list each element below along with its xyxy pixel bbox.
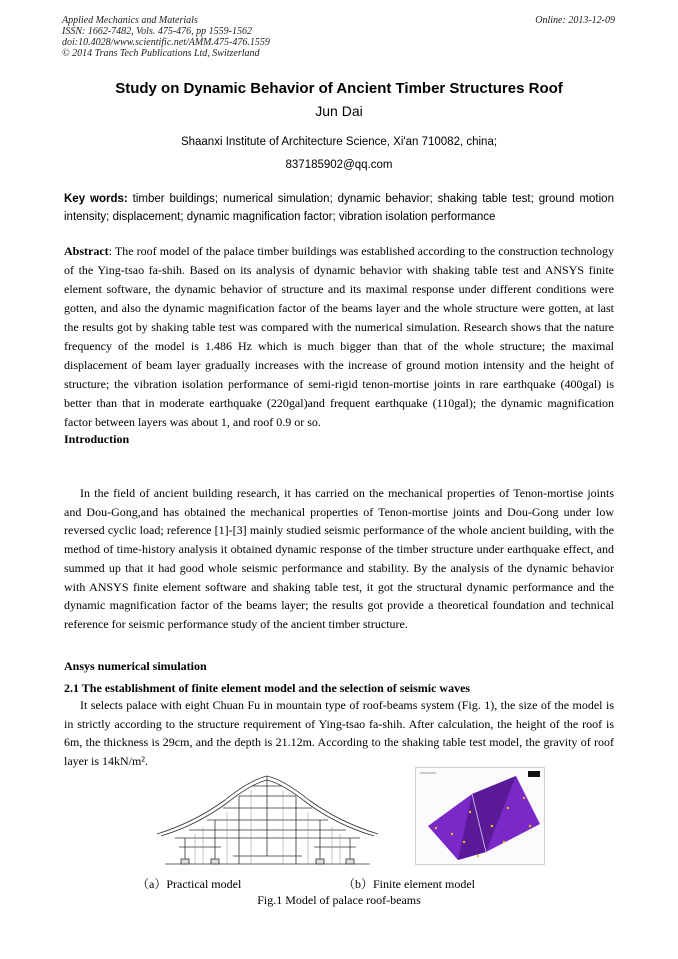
introduction-paragraph: In the field of ancient building research, it has carried on the mechanical properties of Tenon-mortise joints and Dou-Gong,and has obtained the mechanical properties of Tenon-mortise joints and Dou-Gong under low reversed cyclic load; reference [1]-[3] mainly studied seismic performance of the whole ancient building, with the method of time-history analysis it obtained dynamic response of the timber structure under earthquake effect, and summed up that it had good whole seismic performance and stability. By the analysis of the dynamic behavior with ANSYS finite element software and shaking table test, it got the structural dynamic performance and the dynamic magnification factor of the beams layer; the results got provide a theoretical foundation and technical reference for seismic performance study of the ancient timber structure. bbox=[64, 486, 614, 631]
caption-a: （a）Practical model bbox=[137, 877, 242, 891]
affiliation: Shaanxi Institute of Architecture Science, Xi'an 710082, china; bbox=[180, 136, 498, 148]
caption-b: （b）Finite element model bbox=[343, 877, 475, 891]
finite-element-model-figure bbox=[415, 767, 545, 865]
introduction-heading: Introduction bbox=[64, 432, 130, 446]
abstract-label: Abstract bbox=[64, 244, 109, 258]
journal-header bbox=[62, 15, 270, 59]
copyright-line: © 2014 Trans Tech Publications Ltd, Switzerland bbox=[62, 48, 260, 59]
abstract-text: : The roof model of the palace timber buildings was established according to the construction technology of the Ying-tsao fa-shih. Based on its analysis of dynamic behavior with shaking table test and ANSYS finite element software, the dynamic behavior of structure and its maximal response under different conditions were gotten, and also the dynamic magnification factor of the beams layer and the whole structure were gotten, at last the results got by shaking table test was compared with the numerical simulation. Research shows that the nature frequency of the model is 1.486 Hz which is much bigger than that of the whole structure; the maximal displacement of beam layer gradually increases with the increase of ground motion intensity and the height of structure; the vibration isolation performance of semi-rigid tenon-mortise joints in rare earthquake (400gal) is better than that in moderate earthquake (220gal)and frequent earthquake (110gal); the dynamic magnification factor between layers was about 1, and roof 0.9 or so. bbox=[64, 244, 614, 429]
ansys-heading: Ansys numerical simulation bbox=[64, 659, 207, 673]
figure-caption: Fig.1 Model of palace roof-beams bbox=[257, 893, 421, 907]
keywords-label: Key words: bbox=[64, 193, 128, 205]
author-name: Jun Dai bbox=[315, 103, 363, 119]
practical-model-figure bbox=[155, 772, 380, 872]
keywords-text: timber buildings; numerical simulation; dynamic behavior; shaking table test; ground motion intensity; displacement; dynamic magnification factor; vibration isolation performance bbox=[64, 193, 614, 223]
author-email[interactable]: 837185902@qq.com bbox=[285, 159, 393, 171]
doi-line[interactable]: doi:10.4028/www.scientific.net/AMM.475-476.1559 bbox=[62, 37, 270, 48]
journal-name: Applied Mechanics and Materials bbox=[62, 15, 198, 26]
paper-title: Study on Dynamic Behavior of Ancient Timber Structures Roof bbox=[115, 80, 563, 97]
keywords bbox=[64, 190, 614, 226]
abstract bbox=[64, 242, 614, 432]
issn-line: ISSN: 1662-7482, Vols. 475-476, pp 1559-1562 bbox=[62, 26, 252, 37]
ansys-paragraph: It selects palace with eight Chuan Fu in mountain type of roof-beams system (Fig. 1), the size of the model is in strictly according to the structure requirement of Ying-tsao fa-shih. After calculation, the height of the roof is 6m, the thickness is 29cm, and the depth is 21.12m. According to the shaking table test model, the gravity of roof layer is 14kN/m². bbox=[64, 698, 614, 769]
subsection-heading: 2.1 The establishment of finite element model and the selection of seismic waves bbox=[64, 681, 471, 695]
online-date: Online: 2013-12-09 bbox=[535, 15, 615, 26]
